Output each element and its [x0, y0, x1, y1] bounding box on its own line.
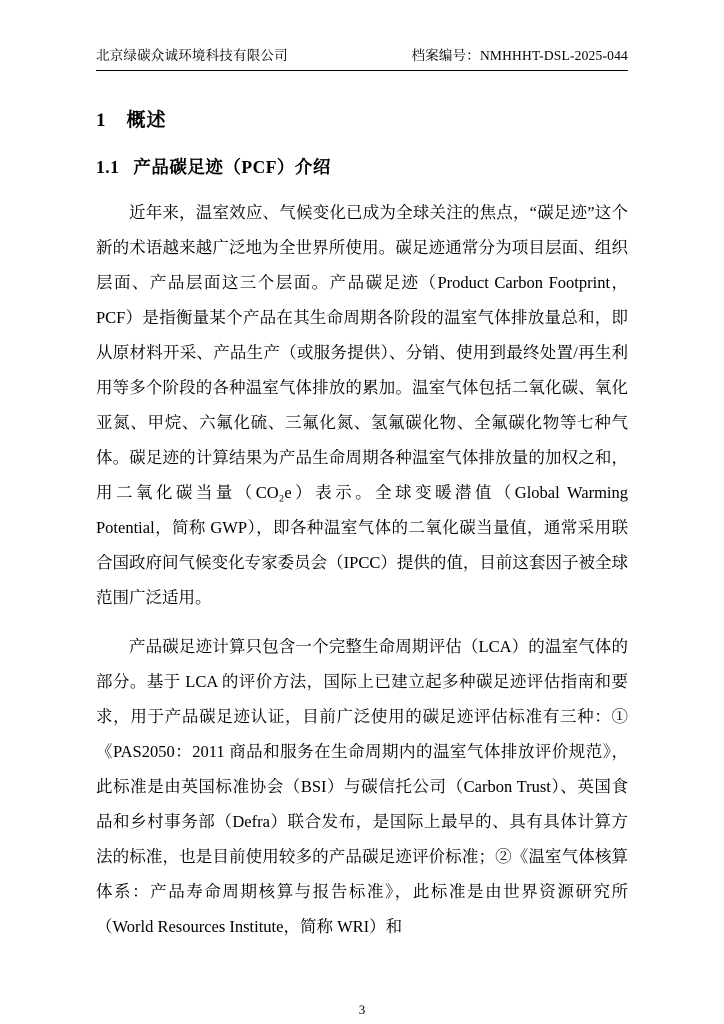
section-heading-1-1 [96, 154, 628, 179]
subsection-number: 1.1 [96, 157, 120, 177]
archive-value: NMHHHT-DSL-2025-044 [479, 48, 628, 63]
body-paragraph-2: 产品碳足迹计算只包含一个完整生命周期评估（LCA）的温室气体的部分。基于 LCA 的评价方法，国际上已建立起多种碳足迹评估指南和要求，用于产品碳足迹认证，目前广泛使用的碳足迹评估标准有三种：①《PAS2050：2011 商品和服务在生命周期内的温室气体排放评价规范》，此标准是由英国标准协会（BSI）与碳信托公司（Carbon Trust）、英国食品和乡村事务部（Defra）联合发布，是国际上最早的、具有具体计算方法的标准，也是目前使用较多的产品碳足迹评价标准；②《温室气体核算体系：产品寿命周期核算与报告标准》，此标准是由世界资源研究所（World Resources Institute，简称 WRI）和 [96, 637, 628, 936]
header-archive-number [411, 44, 628, 64]
section-heading-1 [96, 105, 628, 132]
section-title: 概述 [126, 110, 167, 131]
page-content [96, 44, 628, 988]
page-number: 3 [358, 1002, 366, 1017]
subsection-title: 产品碳足迹（PCF）介绍 [133, 157, 331, 177]
header-company-name: 北京绿碳众诚环境科技有限公司 [96, 48, 288, 63]
body-paragraph-1: 近年来，温室效应、气候变化已成为全球关注的焦点，“碳足迹”这个新的术语越来越广泛地为全世界所使用。碳足迹通常分为项目层面、组织层面、产品层面这三个层面。产品碳足迹（Product Carbon Footprint，PCF）是指衡量某个产品在其生命周期各阶段的温室气体排放量总和，即从原材料开采、产品生产（或服务提供）、分销、使用到最终处置/再生利用等多个阶段的各种温室气体排放的累加。温室气体包括二氧化碳、氧化亚氮、甲烷、六氟化硫、三氟化氮、氢氟碳化物、全氟碳化物等七种气体。碳足迹的计算结果为产品生命周期各种温室气体排放量的加权之和，用二氧化碳当量（CO₂e）表示。全球变暖潜值（Global Warming Potential，简称 GWP），即各种温室气体的二氧化碳当量值，通常采用联合国政府间气候变化专家委员会（IPCC）提供的值，目前这套因子被全球范围广泛适用。 [96, 203, 628, 607]
archive-label: 档案编号： [411, 48, 480, 63]
section-number: 1 [96, 110, 107, 131]
page-header [96, 44, 628, 71]
